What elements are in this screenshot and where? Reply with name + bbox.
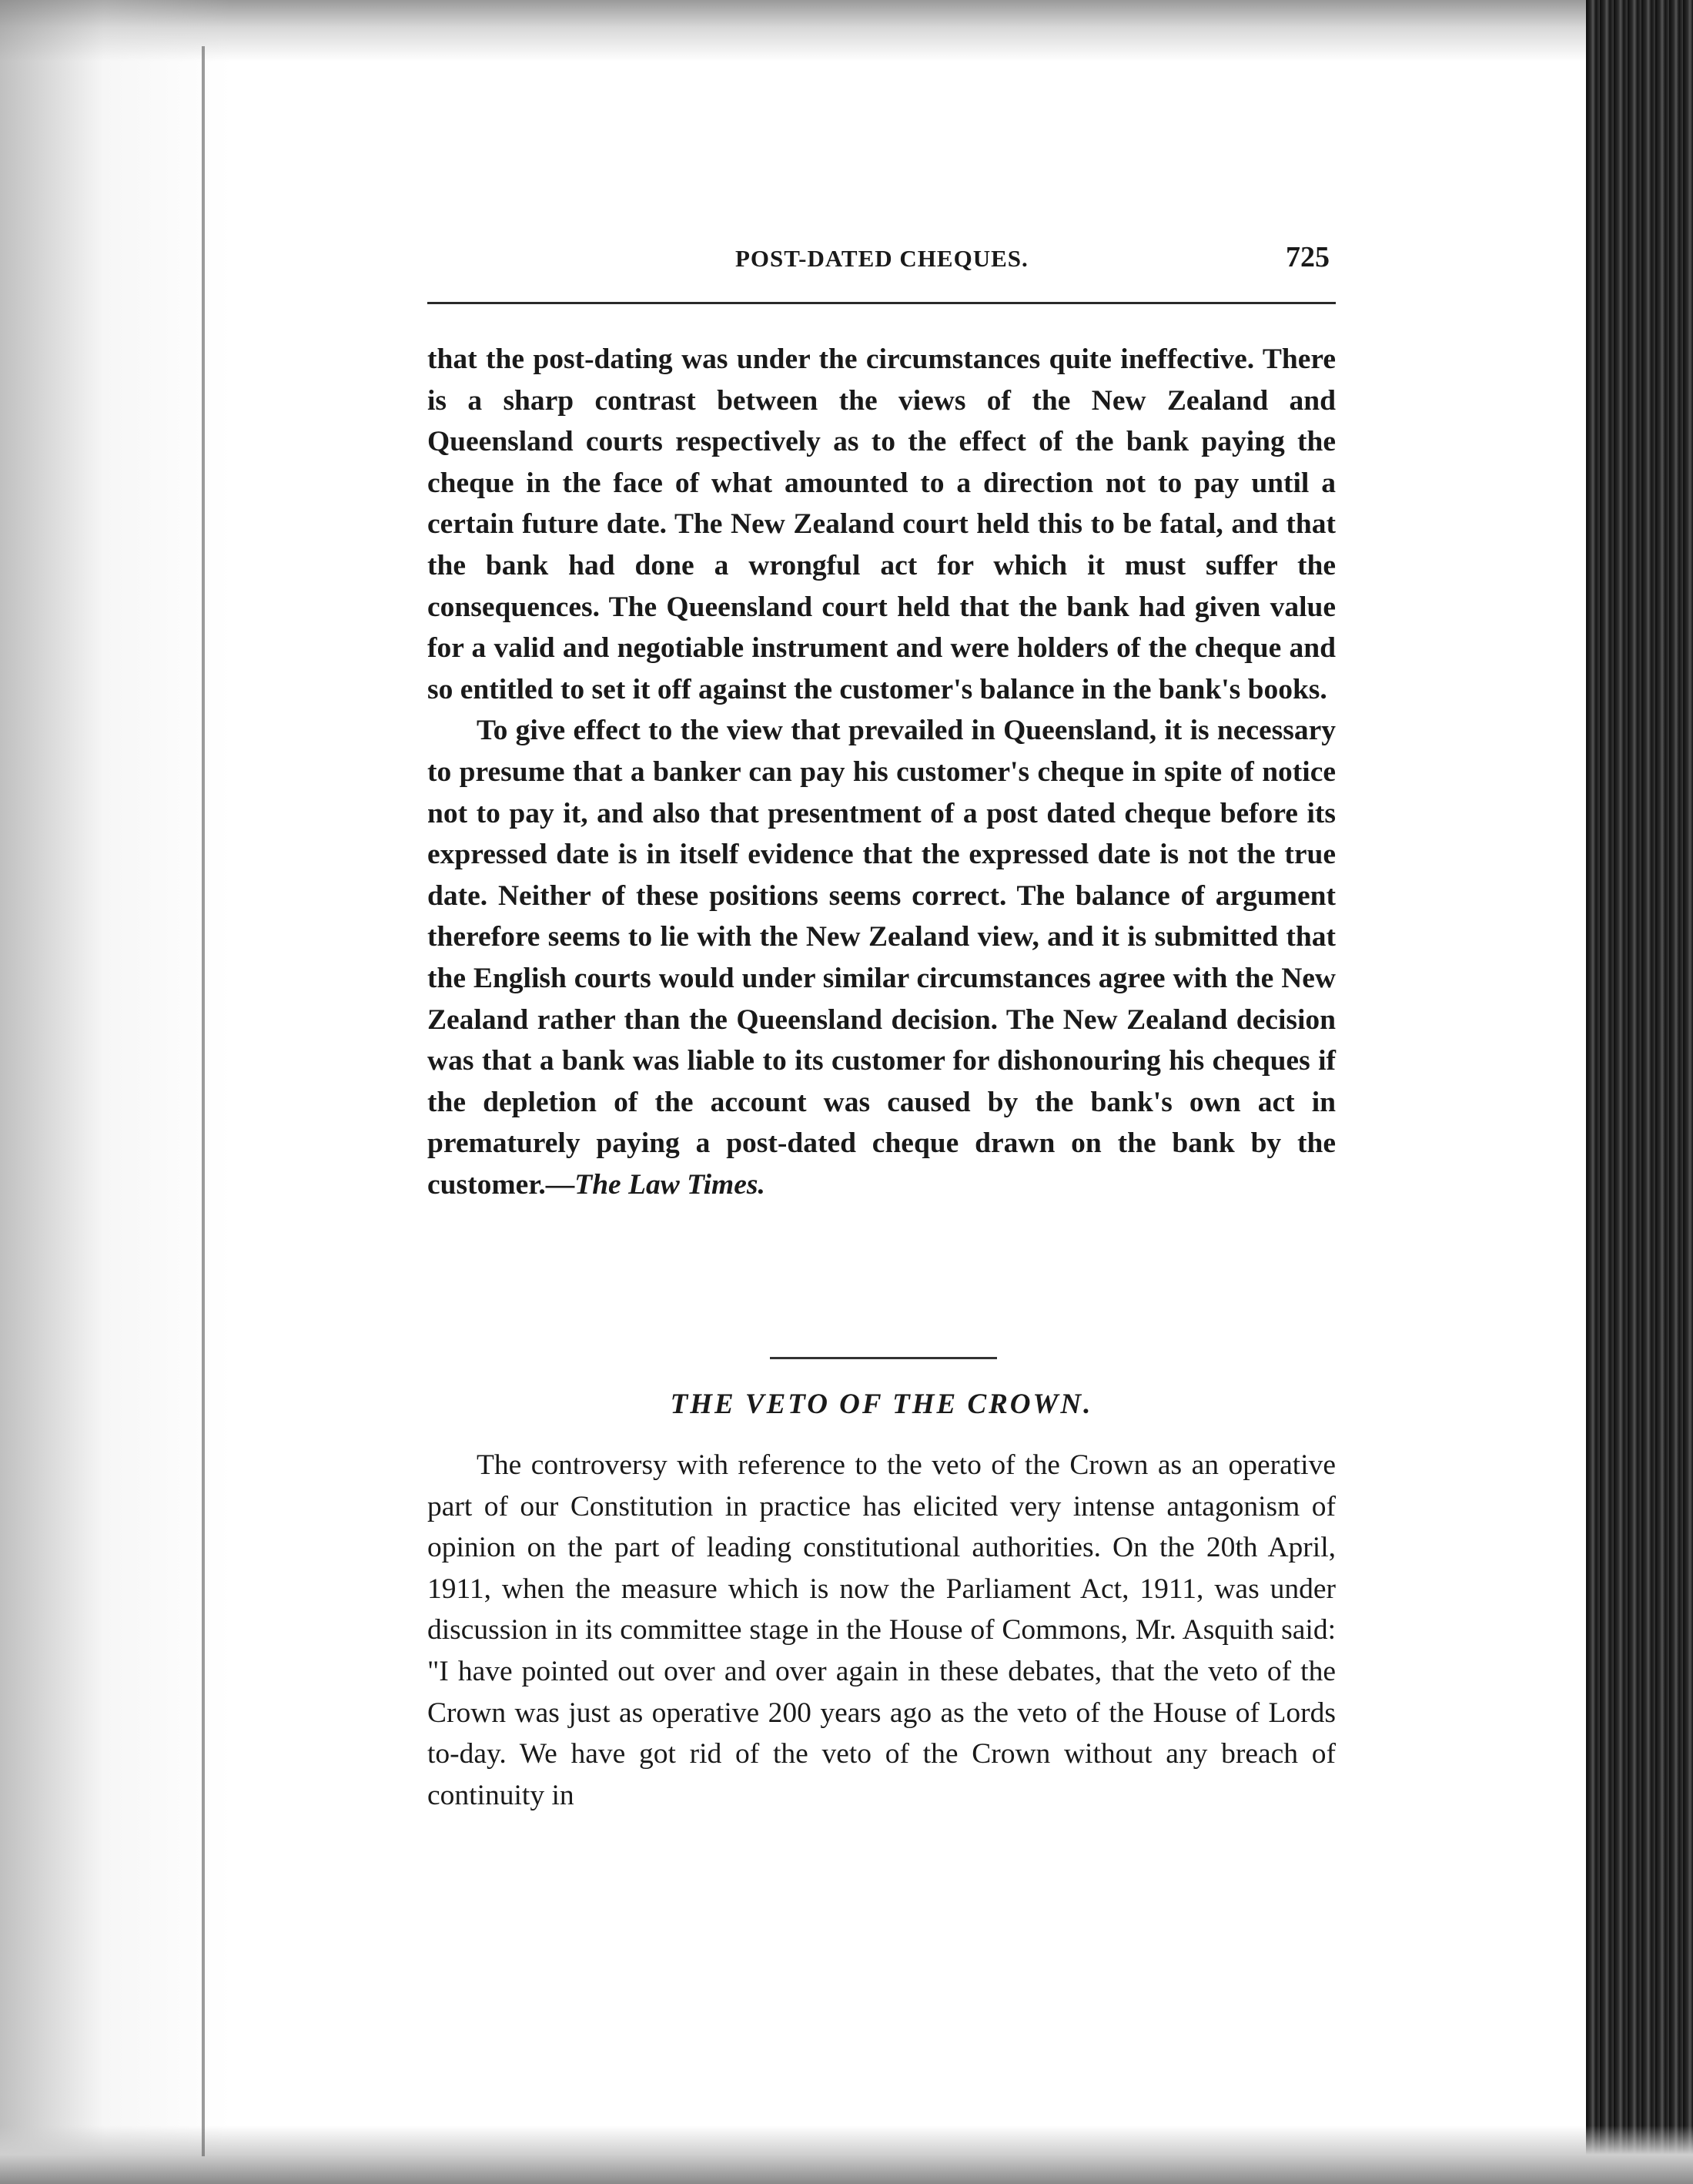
section-title: THE VETO OF THE CROWN. bbox=[670, 1388, 1093, 1420]
running-head: POST-DATED CHEQUES. bbox=[735, 245, 1029, 272]
scan-shadow-top bbox=[0, 0, 1693, 62]
article-post-dated-cheques bbox=[427, 339, 1336, 1205]
article-veto-of-the-crown bbox=[427, 1445, 1336, 1816]
page-edge-line bbox=[202, 46, 205, 2156]
page-number: 725 bbox=[1286, 241, 1330, 273]
header-rule bbox=[427, 302, 1336, 304]
section-separator bbox=[770, 1357, 997, 1359]
paragraph bbox=[427, 710, 1336, 1205]
scan-shadow-left bbox=[0, 0, 231, 2184]
paragraph: that the post-dating was under the circumstances quite ineffective. There is a sharp contrast between the views of the New Zealand and Queensland courts respectively as to the effect of the bank paying the cheque in the face of what amounted to a direction not to pay until a certain future date. The New Zealand court held this to be fatal, and that the bank had done a wrongful act for which it must suffer the consequences. The Queensland court held that the bank had given value for a valid and negotiable instrument and were holders of the cheque and so entitled to set it off against the customer's balance in the bank's books. bbox=[427, 343, 1336, 705]
book-binding-edge bbox=[1586, 0, 1693, 2184]
page-header bbox=[427, 241, 1336, 291]
paragraph-text: To give effect to the view that prevailed in Queensland, it is necessary to presume that a banker can pay his customer's cheque in spite of notice not to pay it, and also that presentment of a post dated cheque before its expressed date is in itself evidence that the expressed date is not the true date. Neither of these positions seems correct. The balance of argument therefore seems to lie with the New Zealand view, and it is submitted that the English courts would under similar circumstances agree with the New Zealand rather than the Queensland decision. The New Zealand decision was that a bank was liable to its customer for dishonouring his cheques if the depletion of the account was caused by the bank's own act in prematurely paying a post-dated cheque drawn on the bank by the customer.— bbox=[427, 715, 1336, 1201]
paragraph: The controversy with reference to the veto of the Crown as an operative part of our Constitution in practice has elicited very intense antagonism of opinion on the part of leading constitutional authorities. On the 20th April, 1911, when the measure which is now the Parliament Act, 1911, was under discussion in its committee stage in the House of Commons, Mr. Asquith said: "I have pointed out over and over again in these debates, that the veto of the Crown was just as operative 200 years ago as the veto of the House of Lords to-day. We have got rid of the veto of the Crown without any breach of continuity in bbox=[427, 1449, 1336, 1811]
scan-shadow-bottom bbox=[0, 2125, 1693, 2184]
source-citation: The Law Times. bbox=[574, 1168, 765, 1201]
